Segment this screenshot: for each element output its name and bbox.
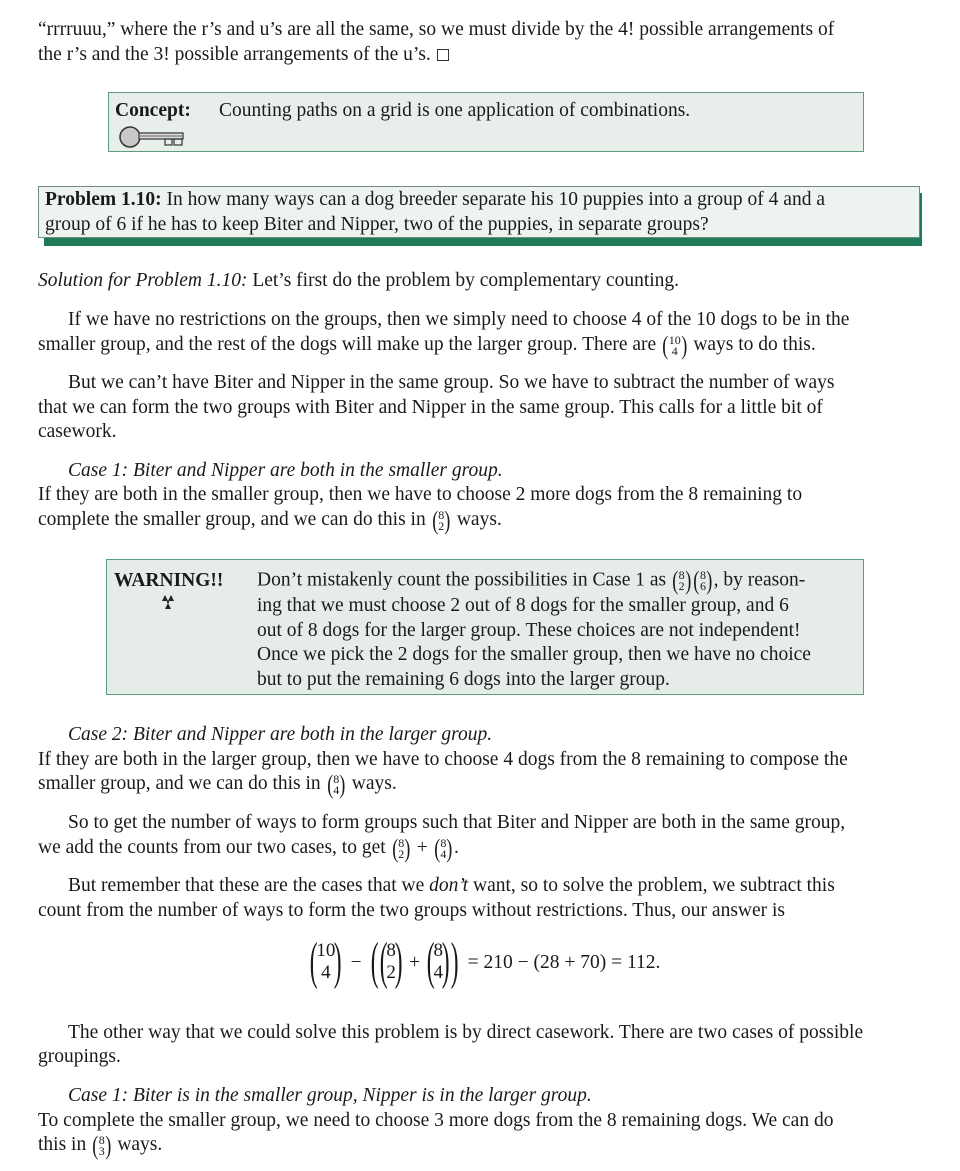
- solution-heading: [38, 268, 679, 293]
- case-1-title: Case 1: Biter and Nipper are both in the smaller group.: [68, 460, 503, 481]
- intro-line-1: “rrrruuu,” where the r’s and u’s are all the same, so we must divide by the 4! possible arrangements of: [38, 19, 835, 40]
- problem-label: Problem 1.10:: [45, 189, 162, 210]
- binom-n: 8: [438, 507, 445, 522]
- binom-k: 3: [98, 1143, 105, 1158]
- binom-n: 8: [98, 1132, 105, 1147]
- para-4-line-2: count from the number of ways to form the two groups without restrictions. Thus, our answer is: [38, 900, 786, 921]
- answer-equation: [305, 933, 661, 990]
- binom-k: 4: [321, 962, 331, 983]
- binom-k: 2: [398, 846, 405, 861]
- para-4-line-1: [68, 873, 835, 898]
- para-3-line-1: So to get the number of ways to form groups such that Biter and Nipper are both in the same group,: [68, 812, 846, 833]
- warning-line-4: Once we pick the 2 dogs for the smaller group, then we have no choice: [257, 644, 811, 666]
- para-4-text-a: But remember that these are the cases that we: [68, 875, 425, 896]
- para-1-text-a: smaller group, and the rest of the dogs will make up the larger group. There are: [38, 334, 657, 355]
- case-1-text-a: complete the smaller group, and we can do this in: [38, 509, 426, 530]
- binom-k: 4: [333, 782, 340, 797]
- binom-n: 8: [398, 835, 405, 850]
- plus-sign: +: [409, 951, 421, 973]
- binom-8-2: ( 8 2 ): [391, 833, 411, 863]
- direct-case-1-text-b: ways.: [117, 1134, 163, 1155]
- direct-case-1-text-a: this in: [38, 1134, 87, 1155]
- binom-10-4: ( 10 4 ): [309, 933, 342, 990]
- binom-n: 10: [668, 332, 681, 347]
- qed-square-icon: [437, 49, 449, 61]
- para-2-line-2: that we can form the two groups with Biter and Nipper in the same group. This calls for a little bit of: [38, 397, 823, 418]
- direct-case-1-title: Case 1: Biter is in the smaller group, Nipper is in the larger group.: [68, 1085, 592, 1106]
- para-4-text-b: want, so to solve the problem, we subtract this: [473, 875, 835, 896]
- para-3-line-2: [38, 835, 459, 862]
- binom-10-4: ( 10 4 ): [662, 330, 688, 360]
- concept-box: [108, 92, 864, 152]
- binom-8-2: ( 8 2 ): [672, 566, 692, 595]
- warning-text-a: Don’t mistakenly count the possibilities in Case 1 as: [257, 569, 667, 591]
- warning-line-3: out of 8 dogs for the larger group. These choices are not independent!: [257, 619, 801, 641]
- binom-k: 2: [386, 962, 396, 983]
- para-2-line-3: casework.: [38, 421, 117, 442]
- warning-label: WARNING!!: [114, 570, 224, 591]
- case-2-line-2: [38, 771, 397, 798]
- warning-box: [106, 559, 864, 695]
- binom-8-2: ( 8 2 ): [379, 933, 403, 990]
- key-icon: [119, 126, 189, 148]
- radiation-icon: [160, 594, 176, 610]
- case-1-text-b: ways.: [456, 509, 502, 530]
- intro-line-2-text: the r’s and the 3! possible arrangements of the u’s.: [38, 44, 431, 65]
- case-1-line-2: [38, 507, 502, 534]
- problem-line-2: group of 6 if he has to keep Biter and Nipper, two of the puppies, in separate groups?: [45, 214, 709, 235]
- problem-text-1: In how many ways can a dog breeder separate his 10 puppies into a group of 4 and a: [166, 189, 825, 210]
- intro-line-2: [38, 42, 449, 67]
- binom-k: 2: [678, 579, 685, 593]
- equation-result: = 210 − (28 + 70) = 112.: [467, 951, 661, 973]
- case-1-line-1: If they are both in the smaller group, then we have to choose 2 more dogs from the 8 remaining to: [38, 484, 803, 505]
- binom-8-4: ( 8 4 ): [326, 769, 346, 799]
- binom-n: 10: [316, 940, 336, 961]
- binom-8-3: ( 8 3 ): [92, 1130, 112, 1160]
- warning-line-2: ing that we must choose 2 out of 8 dogs for the smaller group, and 6: [257, 595, 789, 616]
- warning-text: [257, 568, 857, 692]
- para-5-line-1: The other way that we could solve this problem is by direct casework. There are two cases of possible: [68, 1022, 864, 1043]
- binom-k: 6: [700, 579, 706, 593]
- para-5-line-2: groupings.: [38, 1046, 121, 1067]
- period: .: [453, 837, 459, 858]
- plus-sign: +: [416, 837, 428, 858]
- outer-paren-left: (: [370, 933, 379, 990]
- binom-8-6: ( 8 6 ): [693, 566, 713, 595]
- problem-box: [38, 186, 922, 246]
- binom-n: 8: [700, 568, 706, 582]
- concept-label: Concept:: [115, 100, 191, 121]
- binom-k: 2: [438, 518, 445, 533]
- para-4-italic: don’t: [429, 875, 469, 896]
- binom-n: 8: [333, 771, 340, 786]
- case-2-text-a: smaller group, and we can do this in: [38, 773, 321, 794]
- warning-text-b: , by reason-: [713, 569, 806, 591]
- problem-box-body: [38, 186, 920, 238]
- case-2-title: Case 2: Biter and Nipper are both in the larger group.: [68, 724, 493, 745]
- para-1-text-b: ways to do this.: [693, 334, 816, 355]
- concept-text: Counting paths on a grid is one application of combinations.: [219, 100, 691, 121]
- solution-heading-label: Solution for Problem 1.10:: [38, 270, 248, 291]
- binom-n: 8: [433, 940, 443, 961]
- binom-8-4: ( 8 4 ): [433, 833, 453, 863]
- binom-n: 8: [678, 568, 685, 582]
- warning-line-5: but to put the remaining 6 dogs into the larger group.: [257, 668, 670, 690]
- case-2-text-b: ways.: [351, 773, 397, 794]
- direct-case-1-line-1: To complete the smaller group, we need to choose 3 more dogs from the 8 remaining dogs. We can do: [38, 1110, 834, 1131]
- binom-k: 4: [433, 962, 443, 983]
- outer-paren-right: ): [451, 933, 459, 990]
- binom-n: 8: [386, 940, 396, 961]
- binom-n: 8: [440, 835, 447, 850]
- binom-8-4: ( 8 4 ): [426, 933, 450, 990]
- para-1-line-2: [38, 332, 816, 359]
- binom-k: 4: [440, 846, 447, 861]
- binom-k: 4: [671, 343, 678, 358]
- solution-heading-text: Let’s first do the problem by complementary counting.: [252, 270, 680, 291]
- problem-line-1: [45, 187, 919, 212]
- minus-sign: −: [350, 951, 362, 973]
- para-1-line-1: If we have no restrictions on the groups, then we simply need to choose 4 of the 10 dogs to be in the: [68, 309, 850, 330]
- para-3-text-a: we add the counts from our two cases, to get: [38, 837, 386, 858]
- binom-8-2: ( 8 2 ): [431, 505, 451, 535]
- para-2-line-1: But we can’t have Biter and Nipper in the same group. So we have to subtract the number of ways: [68, 372, 835, 393]
- direct-case-1-line-2: [38, 1132, 162, 1159]
- case-2-line-1: If they are both in the larger group, then we have to choose 4 dogs from the 8 remaining to compose the: [38, 749, 848, 770]
- warning-line-1: [257, 568, 857, 594]
